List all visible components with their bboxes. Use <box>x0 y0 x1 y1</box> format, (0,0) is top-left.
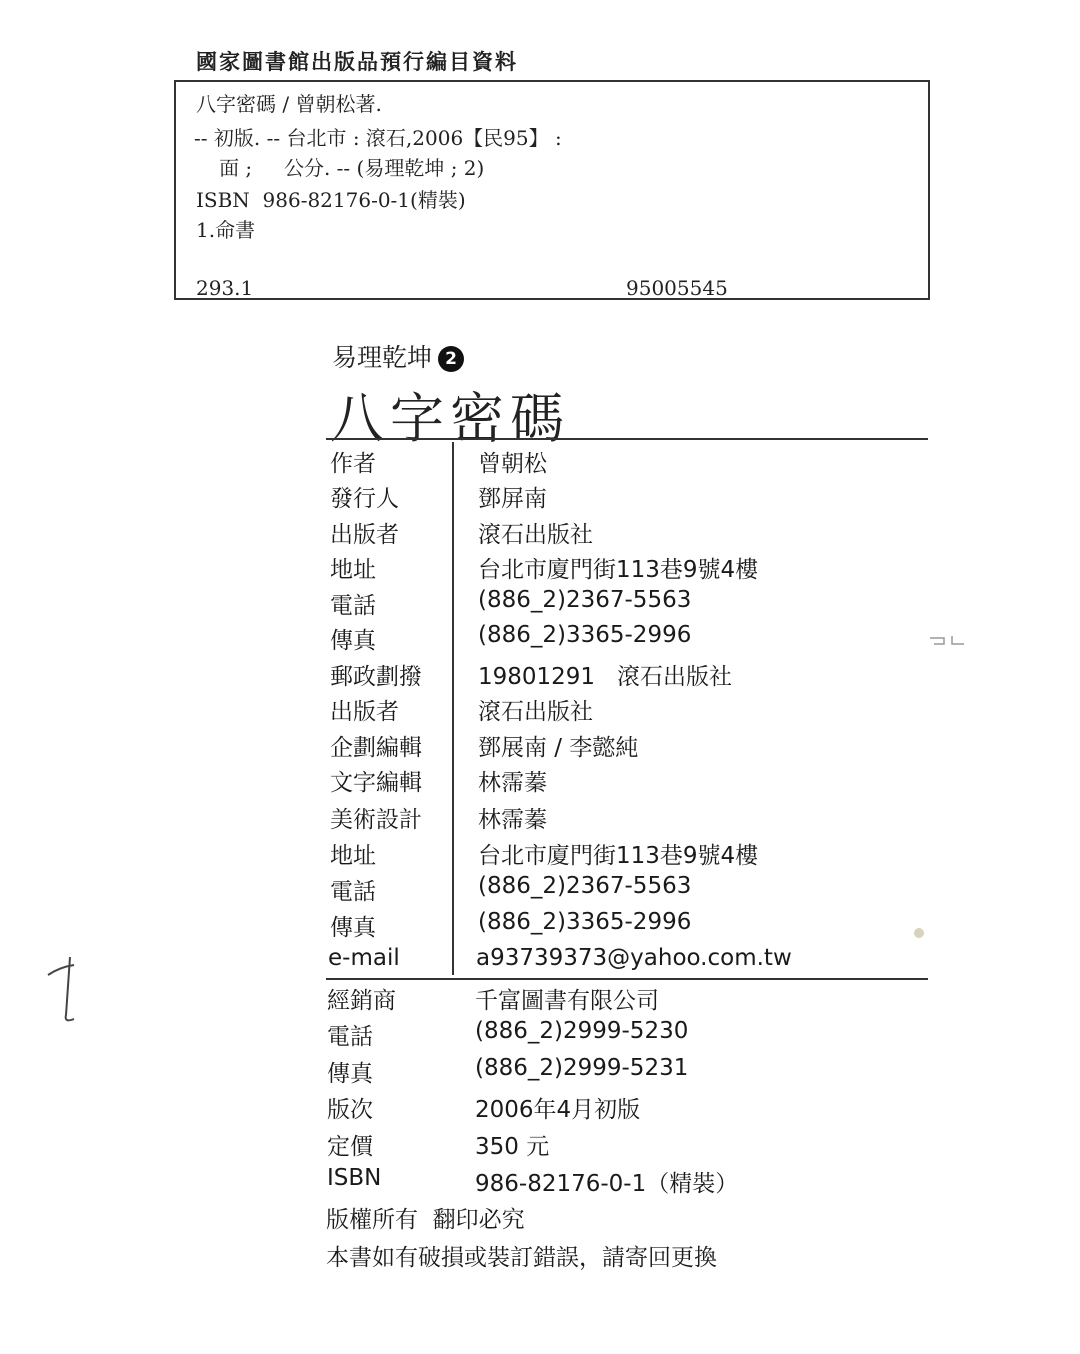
row-label: 版次 <box>327 1097 373 1123</box>
margin-mark <box>920 630 970 650</box>
row-label: e-mail <box>328 945 400 971</box>
row-value: (886_2)2999-5231 <box>475 1055 689 1081</box>
colophon-row <box>330 801 930 837</box>
series-name <box>332 338 464 374</box>
colophon-row <box>330 445 930 481</box>
colophon-row <box>330 658 930 694</box>
row-label: 傳真 <box>330 915 376 941</box>
row-label: 電話 <box>330 879 376 905</box>
row-value: 19801291 滾石出版社 <box>478 664 732 690</box>
row-value: 林霈蓁 <box>478 807 547 833</box>
distribution-row <box>327 1091 927 1127</box>
row-label: 電話 <box>327 1024 373 1050</box>
row-value: 2006年4月初版 <box>475 1097 641 1123</box>
row-label: 傳真 <box>327 1061 373 1087</box>
cip-isbn-line: ISBN 986-82176-0-1(精裝) <box>196 188 466 212</box>
copyright-notice: 版權所有 翻印必究 <box>326 1207 525 1233</box>
cip-subject-line: 1.命書 <box>196 218 256 242</box>
colophon-row <box>330 516 930 552</box>
cip-classification: 293.1 <box>196 276 254 300</box>
distribution-row <box>327 982 927 1018</box>
distribution-row <box>327 1055 927 1091</box>
row-value: 鄧屏南 <box>478 486 547 512</box>
row-label: 美術設計 <box>330 807 422 833</box>
row-value: (886_2)2999-5230 <box>475 1018 689 1044</box>
row-label: 定價 <box>327 1134 373 1160</box>
colophon-divider <box>326 978 928 980</box>
row-label: 作者 <box>330 451 376 477</box>
row-label: 地址 <box>330 843 376 869</box>
row-value: 986-82176-0-1（精裝） <box>475 1171 739 1197</box>
row-value: (886_2)2367-5563 <box>478 587 692 613</box>
row-label: 發行人 <box>330 486 399 512</box>
row-value: 滾石出版社 <box>478 522 593 548</box>
row-value: 350 元 <box>475 1134 550 1160</box>
row-value: 曾朝松 <box>478 451 547 477</box>
colophon-row <box>330 909 930 945</box>
row-label: 電話 <box>330 593 376 619</box>
colophon-row <box>330 480 930 516</box>
row-label: 地址 <box>330 557 376 583</box>
row-value: (886_2)3365-2996 <box>478 622 692 648</box>
distribution-row <box>327 1128 927 1164</box>
title-divider <box>326 438 928 440</box>
pen-scribble-mark <box>40 945 100 1025</box>
scan-speck <box>914 928 924 938</box>
book-title: 八字密碼 <box>330 387 570 450</box>
colophon-row <box>330 764 930 800</box>
row-label: 出版者 <box>330 699 399 725</box>
row-value: 台北市廈門街113巷9號4樓 <box>478 843 759 869</box>
row-label: 出版者 <box>330 522 399 548</box>
row-value: 台北市廈門街113巷9號4樓 <box>478 557 759 583</box>
cip-record-box <box>174 80 930 300</box>
row-value: (886_2)2367-5563 <box>478 873 692 899</box>
row-label: 企劃編輯 <box>330 735 422 761</box>
row-label: 文字編輯 <box>330 770 422 796</box>
row-value: 林霈蓁 <box>478 770 547 796</box>
colophon-row <box>330 622 930 658</box>
email-value: a93739373@yahoo.com.tw <box>476 945 792 971</box>
distribution-row <box>327 1165 927 1201</box>
cip-heading: 國家圖書館出版品預行編目資料 <box>196 49 518 74</box>
colophon-row <box>330 551 930 587</box>
return-notice: 本書如有破損或裝訂錯誤，請寄回更換 <box>326 1245 717 1271</box>
distribution-row <box>327 1018 927 1054</box>
row-value: 鄧展南 / 李懿純 <box>478 735 639 761</box>
row-value: 滾石出版社 <box>478 699 593 725</box>
colophon-row <box>330 587 930 623</box>
row-label: ISBN <box>327 1165 382 1191</box>
row-label: 郵政劃撥 <box>330 664 422 690</box>
colophon-row <box>330 873 930 909</box>
cip-edition-line: -- 初版. -- 台北市 : 滾石,2006【民95】 : <box>194 126 562 150</box>
cip-record-number: 95005545 <box>626 276 728 300</box>
colophon-row <box>330 693 930 729</box>
row-label: 經銷商 <box>327 988 396 1014</box>
colophon-row <box>330 729 930 765</box>
row-value: (886_2)3365-2996 <box>478 909 692 935</box>
row-value: 千富圖書有限公司 <box>475 988 659 1014</box>
cip-title-line: 八字密碼 / 曾朝松著. <box>196 92 382 116</box>
row-label: 傳真 <box>330 628 376 654</box>
series-label: 易理乾坤 <box>332 343 433 372</box>
cip-pages-line: 面 ; 公分. -- (易理乾坤 ; 2) <box>200 156 485 180</box>
series-number-badge: 2 <box>438 346 464 372</box>
colophon-row <box>330 837 930 873</box>
colophon-row <box>328 945 928 981</box>
